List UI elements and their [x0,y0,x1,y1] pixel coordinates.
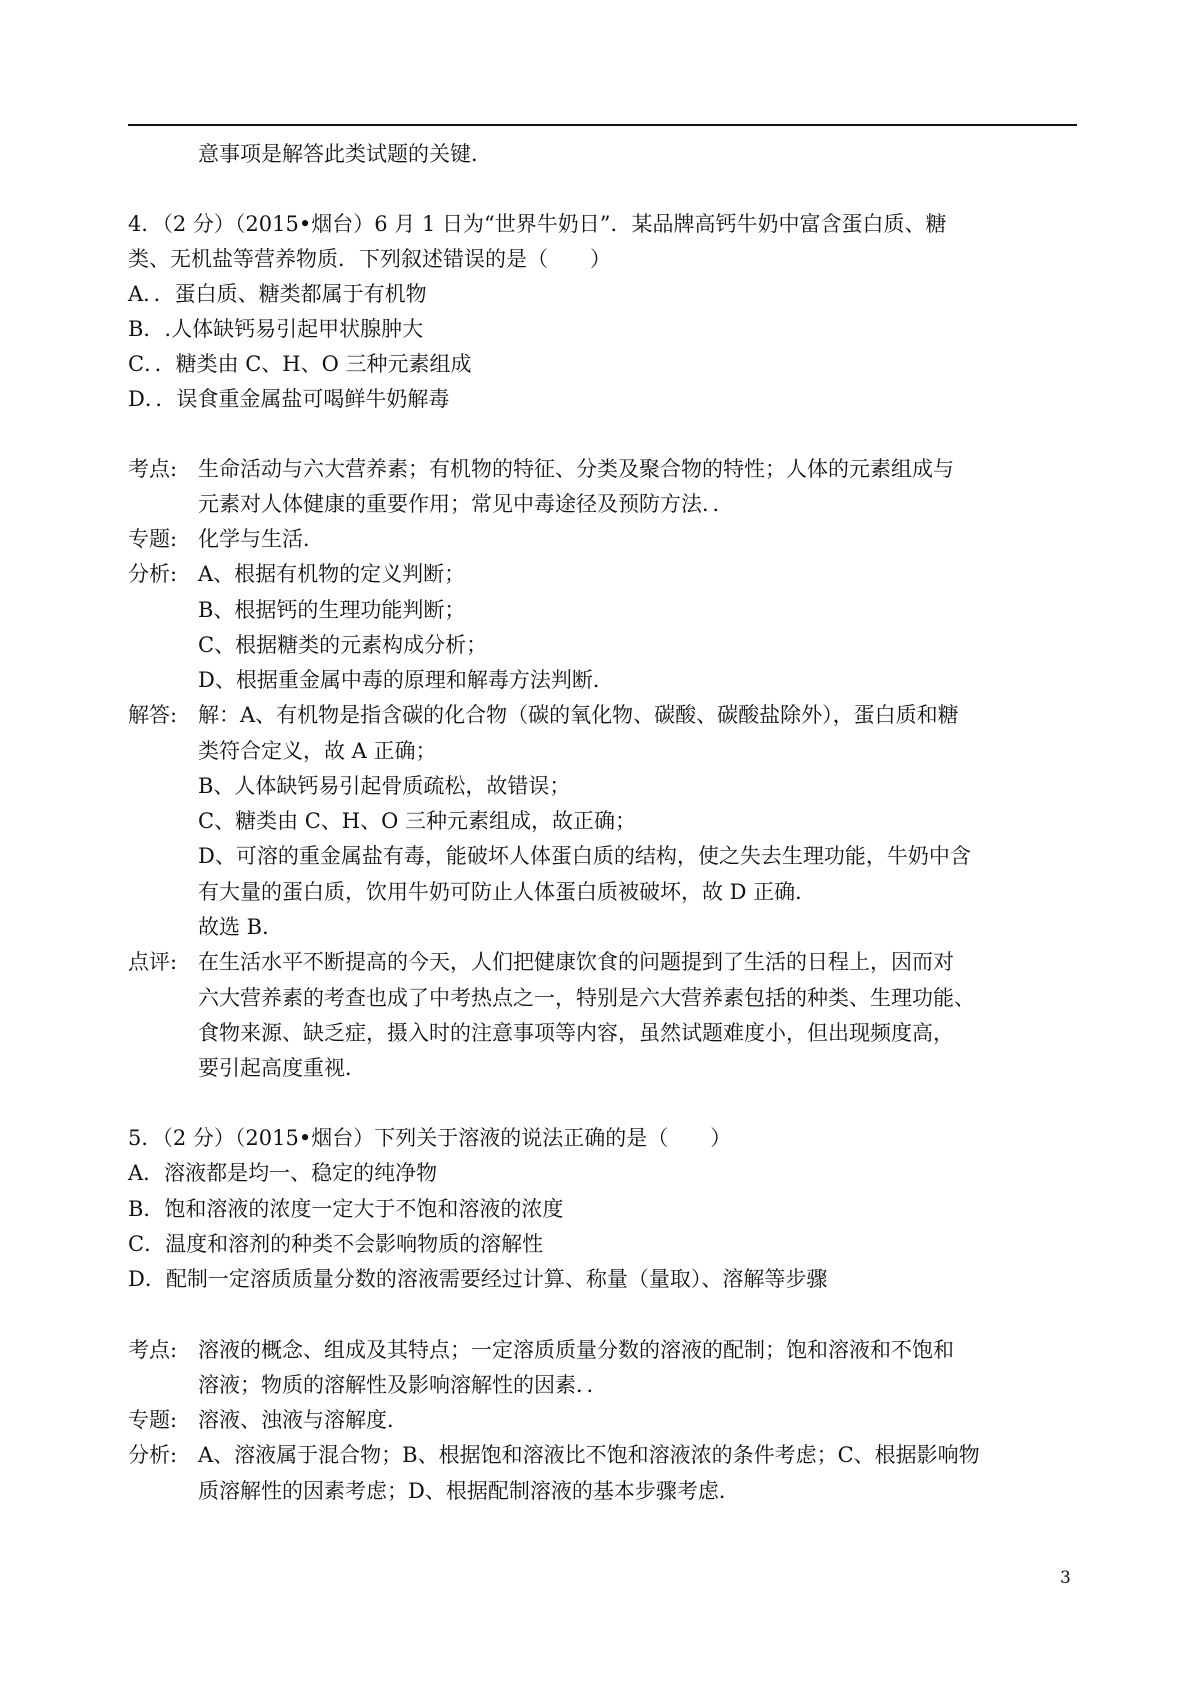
q4-fenxi-b: B、根据钙的生理功能判断； [198,598,466,622]
dianping-text: 在生活水平不断提高的今天，人们把健康饮食的问题提到了生活的日程上，因而对 [198,950,954,974]
kaodian-text: 溶液的概念、组成及其特点；一定溶质质量分数的溶液的配制；饱和溶液和不饱和 [198,1338,954,1362]
q4-dianping-2: 六大营养素的考查也成了中考热点之一，特别是六大营养素包括的种类、生理功能、 [198,986,975,1010]
q4-fenxi-d: D、根据重金属中毒的原理和解毒方法判断． [198,668,614,692]
dianping-label: 点评: [128,950,178,974]
top-rule [128,124,1077,126]
q5-zhuanti [128,1406,408,1434]
fenxi-label: 分析: [128,562,178,586]
q4-fenxi [128,560,465,588]
fenxi-text: A、根据有机物的定义判断； [198,562,466,586]
fenxi-text: A、溶液属于混合物；B、根据饱和溶液比不饱和溶液浓的条件考虑；C、根据影响物 [198,1443,980,1467]
q4-answer: 故选 B． [198,915,284,939]
q4-zhuanti [128,525,324,553]
q4-jieda-6: 有大量的蛋白质，饮用牛奶可防止人体蛋白质被破坏，故 D 正确． [198,880,817,904]
q4-jieda-4: C、糖类由 C、H、O 三种元素组成，故正确； [198,809,637,833]
q5-option-d: D．配制一定溶质质量分数的溶液需要经过计算、称量（量取）、溶解等步骤 [128,1267,828,1291]
q5-fenxi-cont: 质溶解性的因素考虑；D、根据配制溶液的基本步骤考虑． [198,1479,740,1503]
q4-dianping-3: 食物来源、缺乏症，摄入时的注意事项等内容，虽然试题难度小，但出现频度高， [198,1021,954,1045]
zhuanti-label: 专题: [128,1408,178,1432]
q5-stem: 5．（2 分）（2015•烟台）下列关于溶液的说法正确的是（ ） [128,1126,732,1150]
q5-option-b: B．饱和溶液的浓度一定大于不饱和溶液的浓度 [128,1197,564,1221]
zhuanti-text: 溶液、浊液与溶解度． [198,1408,408,1432]
zhuanti-text: 化学与生活． [198,527,324,551]
kaodian-text: 生命活动与六大营养素；有机物的特征、分类及聚合物的特性；人体的元素组成与 [198,457,954,481]
q4-fenxi-c: C、根据糖类的元素构成分析； [198,633,488,657]
page-number: 3 [1060,1568,1071,1588]
q5-fenxi [128,1441,980,1469]
q4-jieda-2: 类符合定义，故 A 正确； [198,739,437,763]
continued-text: 意事项是解答此类试题的关键． [198,142,492,166]
q4-option-c: C．．糖类由 C、H、O 三种元素组成 [128,352,472,376]
q5-kaodian-cont: 溶液；物质的溶解性及影响溶解性的因素．． [198,1373,608,1397]
q4-stem: 4．（2 分）（2015•烟台）6 月 1 日为“世界牛奶日”．某品牌高钙牛奶中富含蛋白质、糖 [128,212,947,236]
q5-kaodian [128,1336,954,1364]
q4-kaodian [128,455,954,483]
kaodian-label: 考点: [128,1338,178,1362]
q4-option-d: D．．误食重金属盐可喝鲜牛奶解毒 [128,387,450,411]
q5-option-a: A．溶液都是均一、稳定的纯净物 [128,1161,438,1185]
q4-option-a: A．．蛋白质、糖类都属于有机物 [128,282,427,306]
kaodian-label: 考点: [128,457,178,481]
jieda-text: 解：A、有机物是指含碳的化合物（碳的氧化物、碳酸、碳酸盐除外），蛋白质和糖 [198,703,959,727]
q4-kaodian-cont: 元素对人体健康的重要作用；常见中毒途径及预防方法．． [198,492,734,516]
q4-dianping-4: 要引起高度重视． [198,1056,366,1080]
fenxi-label: 分析: [128,1443,178,1467]
q4-jieda [128,701,959,729]
q4-jieda-3: B、人体缺钙易引起骨质疏松，故错误； [198,774,571,798]
q4-dianping [128,948,954,976]
q4-option-b: B．.人体缺钙易引起甲状腺肿大 [128,317,424,341]
jieda-label: 解答: [128,703,178,727]
zhuanti-label: 专题: [128,527,178,551]
q4-jieda-5: D、可溶的重金属盐有毒，能破坏人体蛋白质的结构，使之失去生理功能，牛奶中含 [198,844,971,868]
q4-stem-cont: 类、无机盐等营养物质．下列叙述错误的是（ ） [128,247,611,271]
q5-option-c: C．温度和溶剂的种类不会影响物质的溶解性 [128,1232,544,1256]
